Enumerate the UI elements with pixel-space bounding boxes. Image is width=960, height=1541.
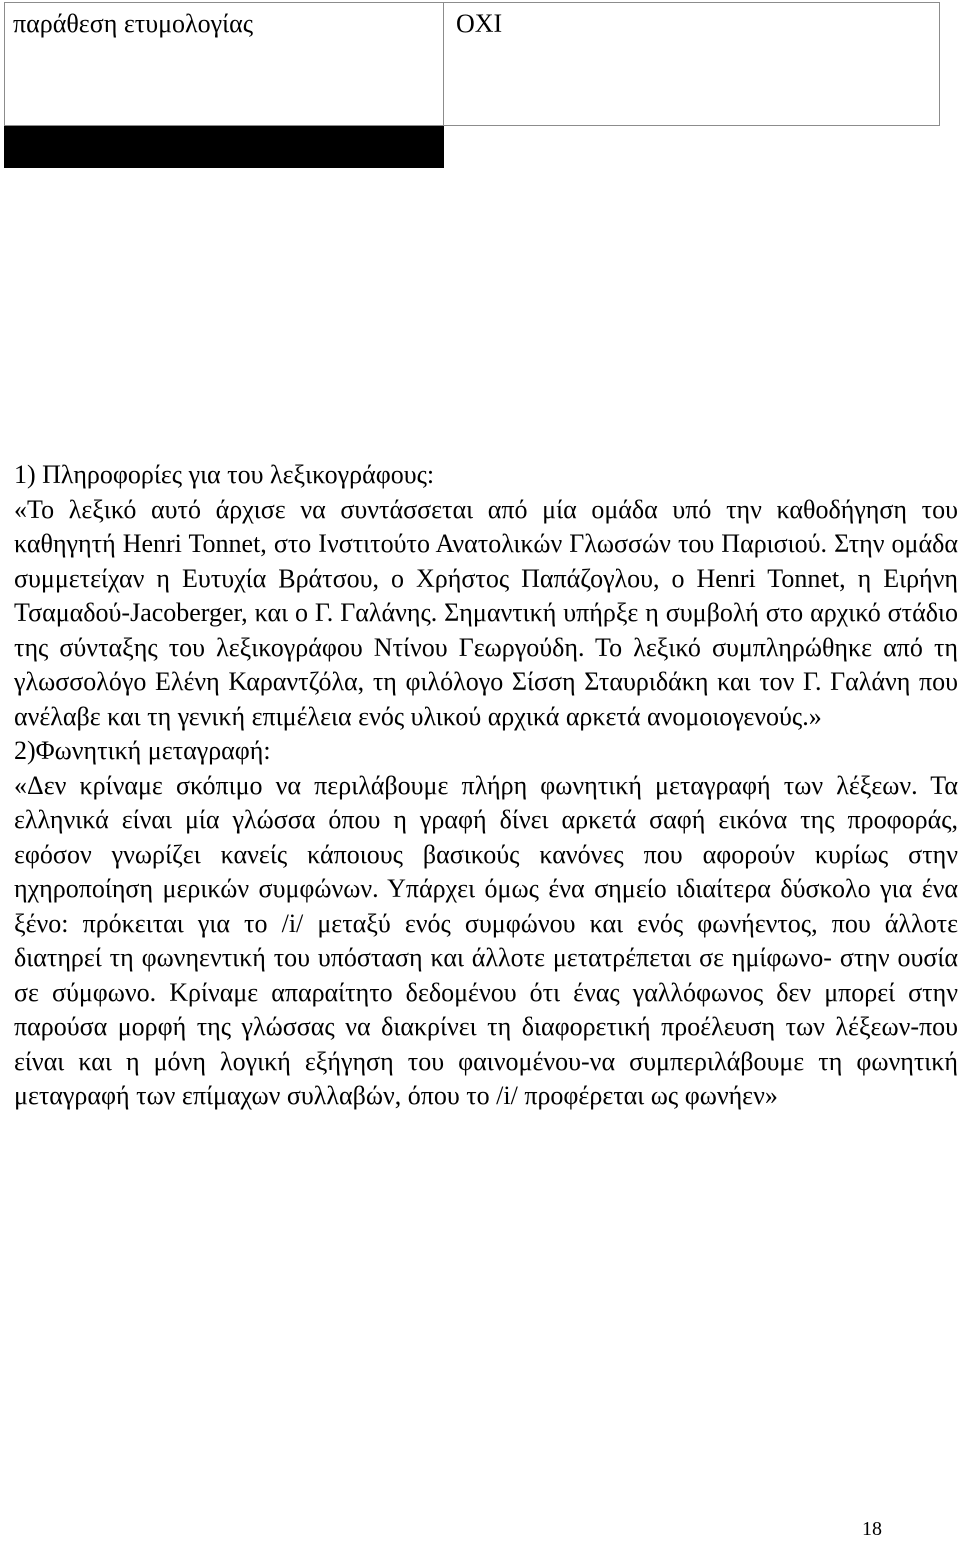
section2-paragraph: «Δεν κρίναμε σκόπιμο να περιλάβουμε πλήρη φωνητική μεταγραφή των λέξεων. Τα ελληνικά είναι μία γλώσσα όπου η γραφή δίνει αρκετά σαφή εικόνα της προφοράς, εφόσον γνωρίζει κανείς κάποιους βασικούς κανόνες που αφορούν κυρίως στην ηχηροποίηση μερικών συμφώνων. Υπάρχει όμως ένα σημείο ιδιαίτερα δύσκολο για ένα ξένο: πρόκειται για το /i/ μεταξύ ενός συμφώνου και ενός φωνήεντος, που άλλοτε διατηρεί τη φωνηεντική του υπόσταση και άλλοτε μετατρέπεται σε ημίφωνο- στην ουσία σε σύμφωνο. Κρίναμε απαραίτητο δεδομένου ότι ένας γαλλόφωνος δεν μπορεί στην παρούσα μορφή της γλώσσας να διακρίνει τη διαφορετική προέλευση των λέξεων-που είναι και η μόνη λογική εξήγηση του φαινομένου-να συμπεριλάβουμε τη φωνητική μεταγραφή των επίμαχων συλλαβών, όπου το /i/ προφέρεται ως φωνήεν» [14, 770, 958, 1110]
table-shaded-row [4, 126, 444, 168]
section1-paragraph: «Το λεξικό αυτό άρχισε να συντάσσεται από μία ομάδα υπό την καθοδήγηση του καθηγητή Henri Tonnet, στο Ινστιτούτο Ανατολικών Γλωσσών του Παρισιού. Στην ομάδα συμμετείχαν η Ευτυχία Βράτσου, ο Χρήστος Παπάζογλου, ο Henri Tonnet, η Ειρήνη Τσαμαδού-Jacoberger, και ο Γ. Γαλάνης. Σημαντική υπήρξε η συμβολή στο αρχικό στάδιο της σύνταξης του λεξικογράφου Ντίνου Γεωργούδη. Το λεξικό συμπληρώθηκε από τη γλωσσολόγο Ελένη Καραντζόλα, τη φιλόλογο Σίσση Σταυριδάκη και τον Γ. Γαλάνη που ανέλαβε και τη γενική επιμέλεια ενός υλικού αρχικά αρκετά ανομοιογενούς.» [14, 494, 958, 731]
section1-heading: 1) Πληροφορίες για του λεξικογράφους: [14, 460, 435, 489]
page-number: 18 [862, 1518, 882, 1540]
section2-heading: 2)Φωνητική μεταγραφή: [14, 736, 271, 765]
criteria-table-fragment [4, 2, 940, 168]
body-text [14, 458, 958, 1114]
table-cell-answer: ΟΧΙ [443, 2, 940, 126]
table-cell-criterion: παράθεση ετυμολογίας [4, 2, 444, 126]
